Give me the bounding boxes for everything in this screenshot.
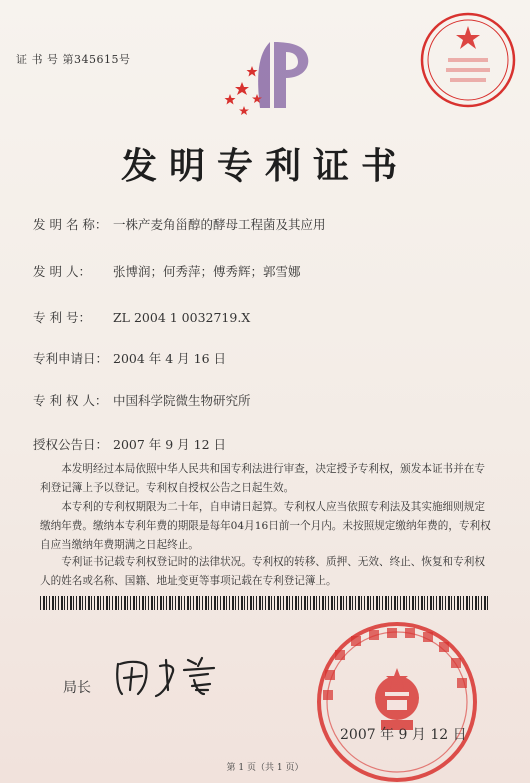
page-footer: 第 1 页（共 1 页） (226, 763, 304, 773)
field-label: 专 利 号： (33, 310, 91, 325)
director-signature (110, 650, 230, 700)
field-label: 发 明 人： (33, 264, 91, 279)
certificate-title: 发明专利证书 (120, 145, 409, 187)
paragraph-term-and-fees: 本专利的专利权期限为二十年，自申请日起算。专利权人应当依照专利法及其实施细则规定缴纳年费。缴纳本专利年费的期限是每年04月16日前一个月内。未按照规定缴纳年费的，专利权自应当缴纳年费期满之日起终止。 (40, 501, 491, 551)
patent-office-emblem-icon (212, 36, 322, 116)
field-label: 发 明 名 称： (33, 217, 108, 232)
official-seal-icon (315, 620, 480, 783)
corner-seal-icon (418, 10, 518, 110)
field-patent-number (33, 308, 250, 326)
field-application-date (33, 349, 226, 367)
field-grant-date (33, 435, 226, 453)
issue-date: 2007 年 9 月 12 日 (340, 727, 467, 743)
field-value: 2007 年 9 月 12 日 (113, 437, 227, 452)
field-value: 2004 年 4 月 16 日 (113, 351, 227, 366)
barcode (40, 596, 490, 610)
field-value: ZL 2004 1 0032719.X (113, 310, 251, 325)
paragraph-grant-decision: 本发明经过本局依照中华人民共和国专利法进行审查，决定授予专利权，颁发本证书并在专利登记簿上予以登记。专利权自授权公告之日起生效。 (40, 463, 485, 494)
field-patentee (33, 391, 251, 409)
paragraph-legal-status: 专利证书记载专利权登记时的法律状况。专利权的转移、质押、无效、终止、恢复和专利权人的姓名或名称、国籍、地址变更等事项记载在专利登记簿上。 (40, 556, 485, 587)
certificate-number: 证 书 号 第345615号 (16, 53, 131, 66)
field-invention-name (33, 215, 326, 233)
field-label: 专 利 权 人： (33, 393, 108, 408)
field-label: 专利申请日： (33, 351, 109, 366)
director-title: 局长 (63, 680, 91, 696)
field-value: 张博润；何秀萍；傅秀辉；郭雪娜 (113, 264, 301, 279)
field-label: 授权公告日： (33, 437, 109, 452)
field-value: 中国科学院微生物研究所 (113, 393, 251, 408)
field-value: 一株产麦角甾醇的酵母工程菌及其应用 (113, 217, 326, 232)
field-inventors (33, 262, 301, 280)
